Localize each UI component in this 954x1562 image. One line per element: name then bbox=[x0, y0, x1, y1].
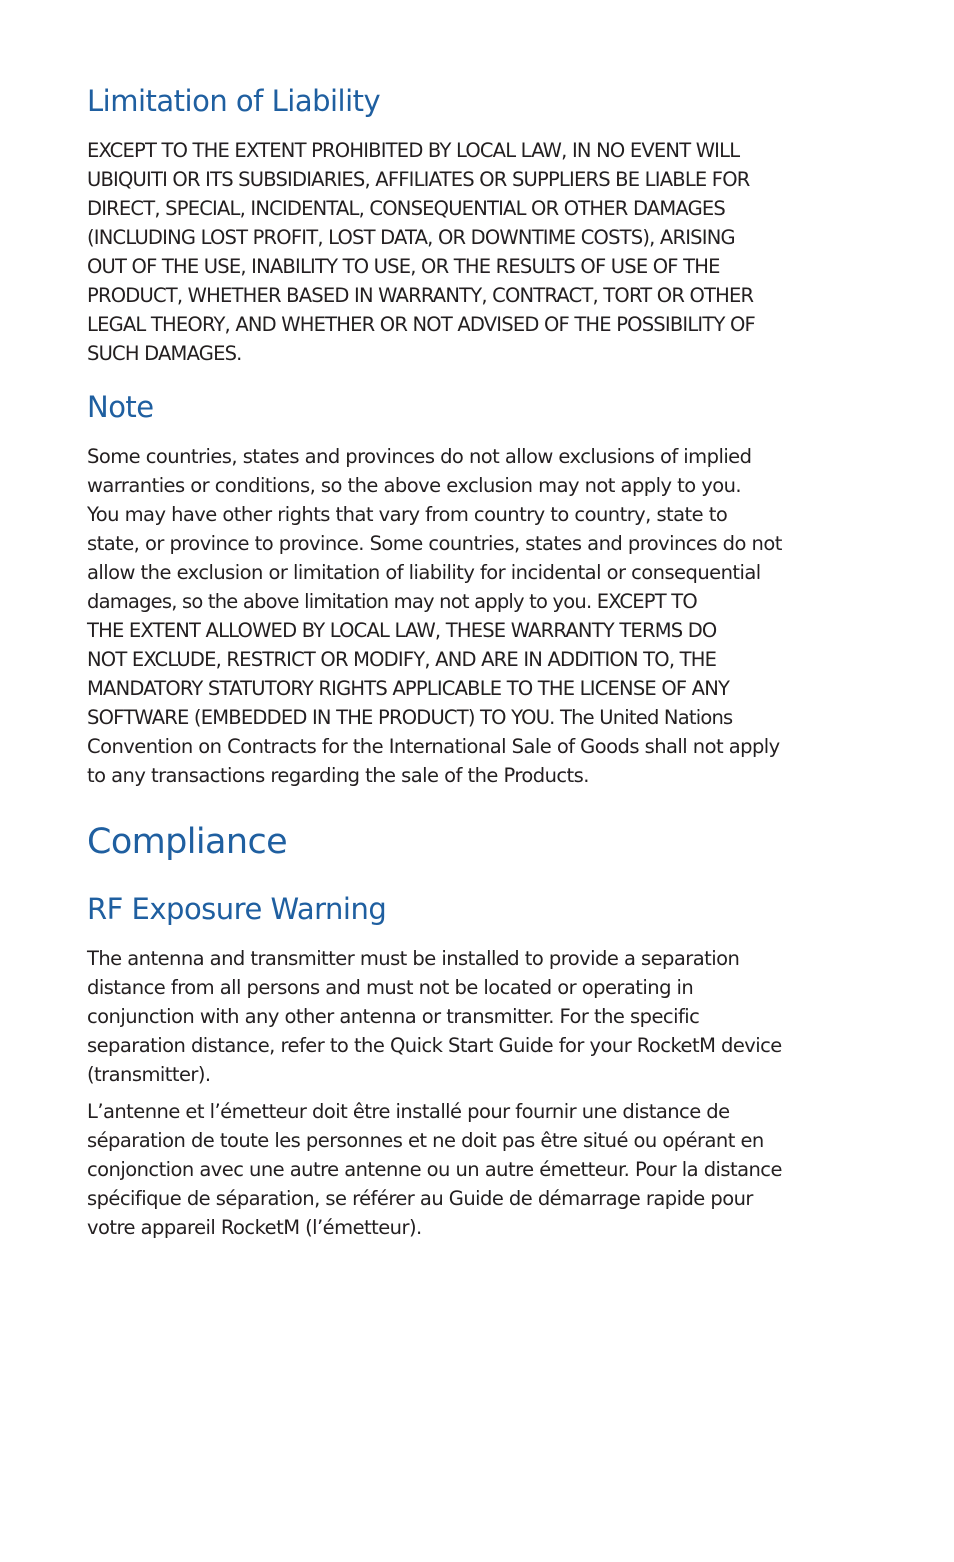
paragraph-rf-french bbox=[87, 1097, 872, 1242]
text-line: séparation de toute les personnes et ne doit pas être situé ou opérant en bbox=[87, 1129, 764, 1152]
paragraph-rf-english bbox=[87, 944, 872, 1089]
text-line: UBIQUITI OR ITS SUBSIDIARIES, AFFILIATES OR SUPPLIERS BE LIABLE FOR bbox=[87, 168, 750, 191]
text-line: distance from all persons and must not be located or operating in bbox=[87, 976, 694, 999]
text-line: LEGAL THEORY, AND WHETHER OR NOT ADVISED OF THE POSSIBILITY OF bbox=[87, 313, 755, 336]
text-line: EXCEPT TO THE EXTENT PROHIBITED BY LOCAL LAW, IN NO EVENT WILL bbox=[87, 139, 740, 162]
text-line: NOT EXCLUDE, RESTRICT OR MODIFY, AND ARE IN ADDITION TO, THE bbox=[87, 648, 717, 671]
text-line: PRODUCT, WHETHER BASED IN WARRANTY, CONTRACT, TORT OR OTHER bbox=[87, 284, 754, 307]
text-line: (transmitter). bbox=[87, 1063, 211, 1086]
heading-note: Note bbox=[87, 390, 154, 424]
text-line: You may have other rights that vary from country to country, state to bbox=[87, 503, 728, 526]
text-line: SUCH DAMAGES. bbox=[87, 342, 242, 365]
text-line: state, or province to province. Some countries, states and provinces do not bbox=[87, 532, 782, 555]
text-line: MANDATORY STATUTORY RIGHTS APPLICABLE TO THE LICENSE OF ANY bbox=[87, 677, 730, 700]
text-line: separation distance, refer to the Quick Start Guide for your RocketM device bbox=[87, 1034, 782, 1057]
text-line: (INCLUDING LOST PROFIT, LOST DATA, OR DOWNTIME COSTS), ARISING bbox=[87, 226, 735, 249]
document-page bbox=[87, 78, 872, 1242]
heading-compliance: Compliance bbox=[87, 822, 288, 862]
text-line: OUT OF THE USE, INABILITY TO USE, OR THE RESULTS OF USE OF THE bbox=[87, 255, 720, 278]
text-line: The antenna and transmitter must be installed to provide a separation bbox=[87, 947, 740, 970]
text-line: votre appareil RocketM (l’émetteur). bbox=[87, 1216, 422, 1239]
text-line: SOFTWARE (EMBEDDED IN THE PRODUCT) TO YOU. The United Nations bbox=[87, 706, 733, 729]
text-line: conjonction avec une autre antenne ou un autre émetteur. Pour la distance bbox=[87, 1158, 782, 1181]
paragraph-limitation-of-liability bbox=[87, 136, 872, 368]
text-line: L’antenne et l’émetteur doit être installé pour fournir une distance de bbox=[87, 1100, 730, 1123]
paragraph-note bbox=[87, 442, 872, 790]
heading-limitation-of-liability: Limitation of Liability bbox=[87, 84, 381, 118]
text-line: DIRECT, SPECIAL, INCIDENTAL, CONSEQUENTIAL OR OTHER DAMAGES bbox=[87, 197, 725, 220]
text-line: conjunction with any other antenna or transmitter. For the specific bbox=[87, 1005, 700, 1028]
text-line: Convention on Contracts for the International Sale of Goods shall not apply bbox=[87, 735, 780, 758]
text-line: spécifique de séparation, se référer au Guide de démarrage rapide pour bbox=[87, 1187, 753, 1210]
text-line: Some countries, states and provinces do not allow exclusions of implied bbox=[87, 445, 752, 468]
text-line: allow the exclusion or limitation of liability for incidental or consequential bbox=[87, 561, 761, 584]
text-line: THE EXTENT ALLOWED BY LOCAL LAW, THESE WARRANTY TERMS DO bbox=[87, 619, 717, 642]
heading-rf-exposure-warning: RF Exposure Warning bbox=[87, 892, 387, 926]
text-line: damages, so the above limitation may not apply to you. EXCEPT TO bbox=[87, 590, 697, 613]
text-line: warranties or conditions, so the above exclusion may not apply to you. bbox=[87, 474, 742, 497]
text-line: to any transactions regarding the sale of the Products. bbox=[87, 764, 589, 787]
